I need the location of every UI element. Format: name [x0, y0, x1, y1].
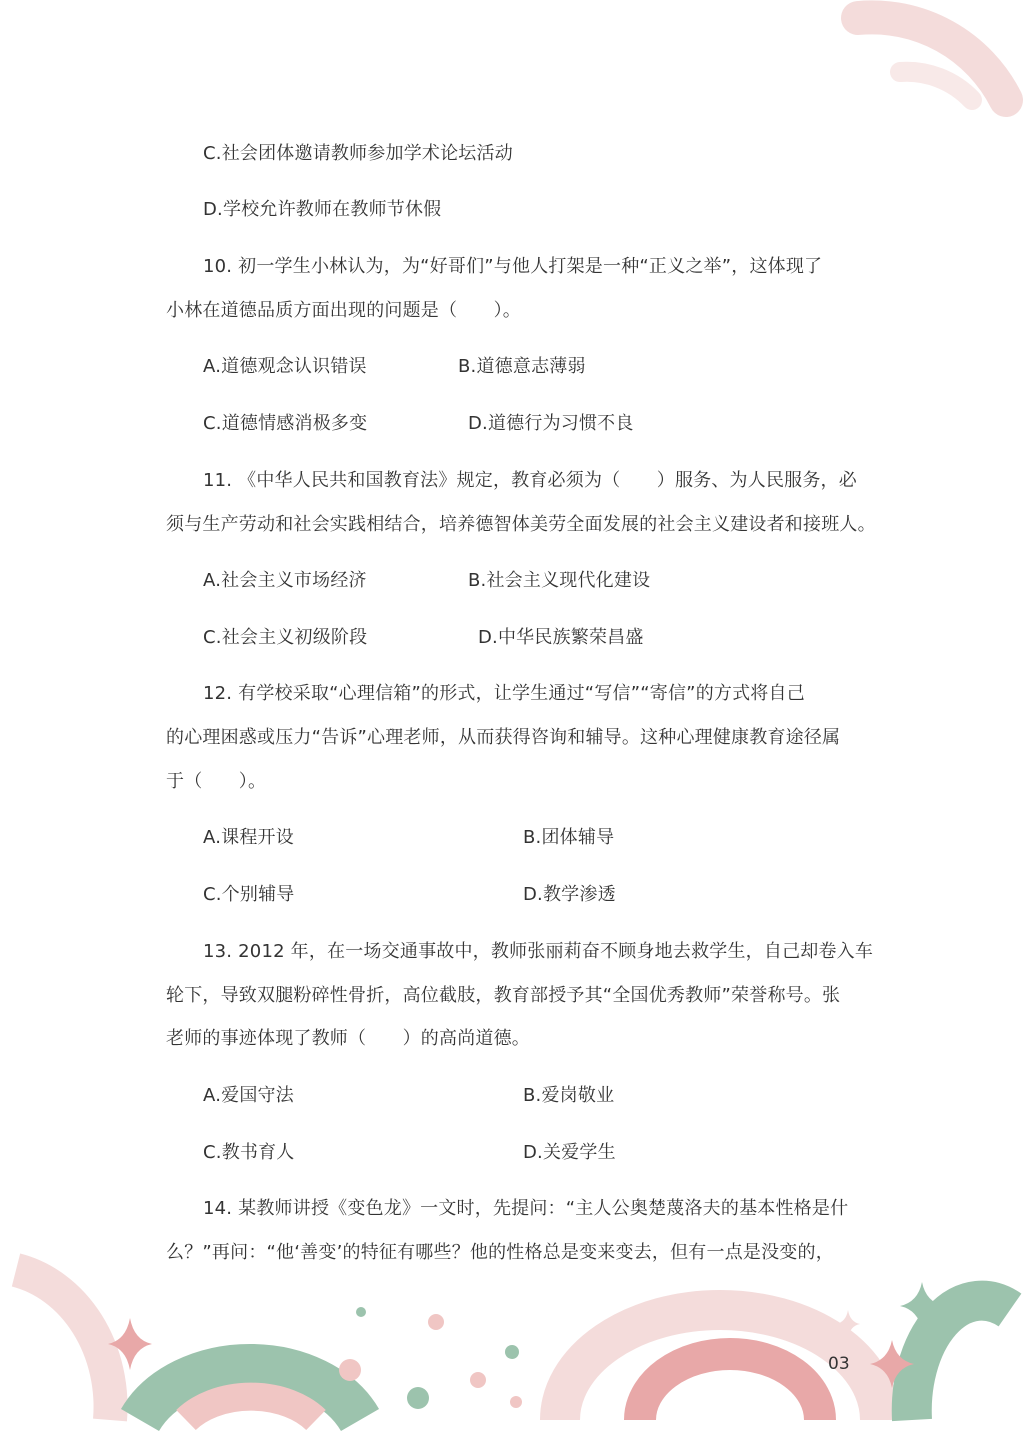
option-c: C.社会主义初级阶段 [203, 627, 368, 648]
question-13-text: 老师的事迹体现了教师（ ）的高尚道德。 [166, 1028, 530, 1049]
option-d: D.道德行为习惯不良 [468, 413, 634, 434]
question-11-text: 须与生产劳动和社会实践相结合，培养德智体美劳全面发展的社会主义建设者和接班人。 [166, 514, 876, 535]
option-d: D.中华民族繁荣昌盛 [478, 627, 644, 648]
bottom-right-arches [560, 1301, 1010, 1420]
option-c: C.个别辅导 [203, 884, 295, 905]
question-11-text: 11. 《中华人民共和国教育法》规定，教育必须为（ ）服务、为人民服务，必 [203, 470, 857, 491]
option-b: B.社会主义现代化建设 [468, 570, 651, 591]
question-13-text: 13. 2012 年，在一场交通事故中，教师张丽莉奋不顾身地去救学生，自己却卷入车 [203, 941, 874, 962]
option-c: C.道德情感消极多变 [203, 413, 368, 434]
question-12-text: 于（ ）。 [166, 771, 267, 792]
option-d: D.教学渗透 [523, 884, 616, 905]
option-line: C.社会团体邀请教师参加学术论坛活动 [203, 143, 513, 164]
top-right-arch [858, 17, 1006, 100]
option-line: D.学校允许教师在教师节休假 [203, 199, 442, 220]
option-a: A.道德观念认识错误 [203, 356, 367, 377]
question-14-text: 么？”再问：“他‘善变’的特征有哪些？他的性格总是变来变去，但有一点是没变的， [166, 1242, 834, 1263]
option-a: A.社会主义市场经济 [203, 570, 367, 591]
option-b: B.团体辅导 [523, 827, 615, 848]
question-10-text: 小林在道德品质方面出现的问题是（ ）。 [166, 300, 521, 321]
question-12-text: 12. 有学校采取“心理信箱”的形式，让学生通过“写信”“寄信”的方式将自己 [203, 683, 805, 704]
option-c: C.教书育人 [203, 1142, 295, 1163]
option-d: D.关爱学生 [523, 1142, 616, 1163]
bottom-left-arches [16, 1270, 360, 1420]
option-b: B.道德意志薄弱 [458, 356, 586, 377]
page-number: 03 [828, 1354, 850, 1374]
option-a: A.课程开设 [203, 827, 294, 848]
option-b: B.爱岗敬业 [523, 1085, 615, 1106]
question-13-text: 轮下，导致双腿粉碎性骨折，高位截肢，教育部授予其“全国优秀教师”荣誉称号。张 [166, 985, 841, 1006]
option-a: A.爱国守法 [203, 1085, 294, 1106]
question-10-text: 10. 初一学生小林认为，为“好哥们”与他人打架是一种“正义之举”，这体现了 [203, 256, 823, 277]
question-14-text: 14. 某教师讲授《变色龙》一文时，先提问：“主人公奥楚蔑洛夫的基本性格是什 [203, 1198, 849, 1219]
question-12-text: 的心理困惑或压力“告诉”心理老师，从而获得咨询和辅导。这种心理健康教育途径属 [166, 727, 841, 748]
